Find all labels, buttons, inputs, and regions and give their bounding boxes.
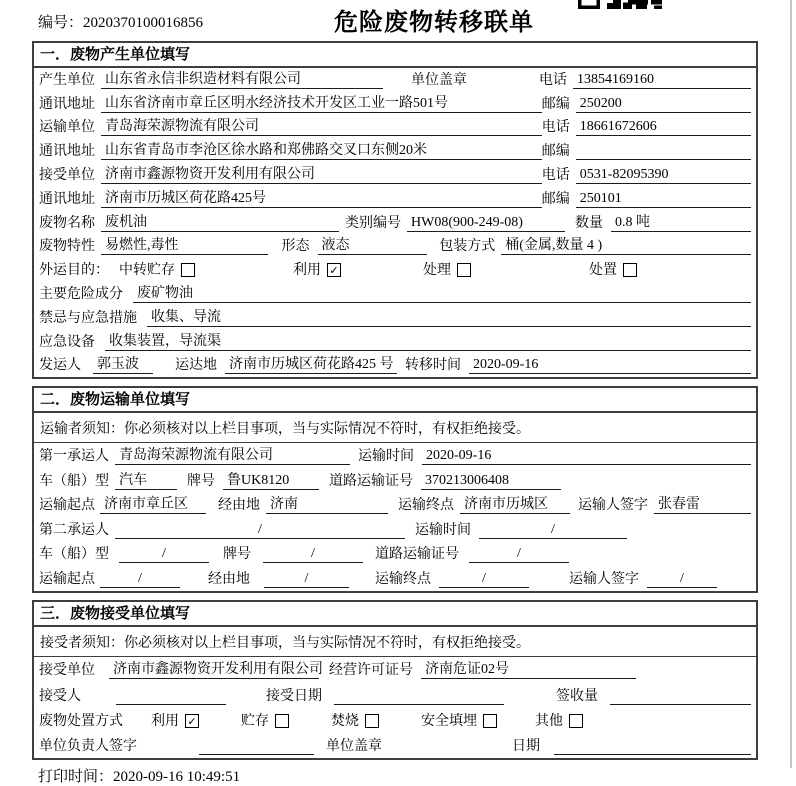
plate-number: 鲁UK8120 (223, 472, 319, 490)
sign-qty-label: 签收量 (556, 688, 598, 704)
checkbox-dispose (623, 263, 637, 277)
carrier2-label: 第二承运人 (39, 522, 109, 538)
option-label: 其他 (535, 714, 563, 730)
row-emergency-equipment (34, 330, 756, 354)
waste-form: 液态 (318, 237, 428, 255)
row-vehicle1 (34, 468, 756, 493)
dispatcher-name: 郭玉波 (93, 356, 153, 374)
unit-seal-label: 单位盖章 (326, 739, 382, 755)
option-label: 中转贮存 (119, 263, 175, 279)
row-transporter (34, 116, 756, 140)
route-end-label: 运输终点 (398, 498, 454, 514)
section-receive-title: 三．废物接受单位填写 (34, 602, 756, 627)
checkbox-treat (457, 263, 471, 277)
checkbox-utilize (185, 714, 199, 728)
checkbox-incinerate (365, 714, 379, 728)
row-route1 (34, 493, 756, 518)
row-producer-address (34, 92, 756, 116)
route-via: 济南 (266, 496, 388, 514)
route-start: 济南市章丘区 (100, 496, 206, 514)
responsible-sign-label: 单位负责人签字 (39, 739, 137, 755)
zip-label: 邮编 (541, 96, 570, 112)
checkbox-other (569, 714, 583, 728)
purpose-option-treat (423, 262, 471, 279)
row-vehicle2 (34, 542, 756, 567)
transport-time-label: 运输时间 (358, 448, 414, 464)
receiver-zip: 250101 (576, 190, 751, 208)
taboo-label: 禁忌与应急措施 (39, 310, 137, 326)
row-receiver (34, 163, 756, 187)
carrier-sign-label: 运输人签字 (578, 498, 648, 514)
section-producer-title: 一．废物产生单位填写 (34, 43, 756, 68)
route-via2: / (264, 570, 349, 588)
route-start-label: 运输起点 (39, 571, 95, 587)
date-label: 日期 (512, 739, 540, 755)
transport-time-label: 运输时间 (415, 522, 471, 538)
carrier1-label: 第一承运人 (39, 448, 109, 464)
waste-qty-label: 数量 (575, 215, 603, 231)
serial-number-line (38, 11, 203, 32)
disposal-option-incinerate (331, 713, 379, 730)
accept-date-label: 接受日期 (266, 688, 322, 704)
option-label: 处理 (423, 263, 451, 279)
purpose-option-dispose (589, 262, 637, 279)
transport-notice: 运输者须知：你必须核对以上栏目事项，当与实际情况不符时，有权拒绝接受。 (34, 413, 756, 443)
checkbox-landfill (483, 714, 497, 728)
plate-label: 牌号 (223, 547, 251, 563)
transporter-value: 青岛海荣源物流有限公司 (101, 118, 542, 136)
row-taboo-measures (34, 306, 756, 330)
transfer-time: 2020-09-16 (469, 356, 751, 374)
taboo-value: 收集、导流 (147, 309, 751, 327)
row-route2 (34, 566, 756, 591)
acceptor-label: 接受人 (39, 688, 81, 704)
producer-value: 山东省永信非织造材料有限公司 (101, 71, 383, 89)
route-end2: / (439, 570, 529, 588)
option-label: 贮存 (241, 714, 269, 730)
waste-qty: 0.8 吨 (611, 214, 751, 232)
producer-zip: 250200 (576, 95, 751, 113)
receiver-address: 济南市历城区荷花路425号 (101, 190, 542, 208)
section-receive (32, 600, 758, 761)
waste-form-label: 形态 (281, 239, 310, 255)
document-header (0, 0, 796, 41)
print-time-label: 打印时间： (38, 769, 114, 786)
option-label: 处置 (589, 263, 617, 279)
road-license-label: 道路运输证号 (375, 547, 459, 563)
waste-code-label: 类别编号 (345, 215, 401, 231)
option-label: 安全填埋 (421, 714, 477, 730)
checkbox-mark: ✓ (329, 263, 339, 277)
checkbox-mark: ✓ (187, 714, 197, 728)
producer-phone: 13854169160 (573, 71, 751, 89)
row-waste-name (34, 211, 756, 235)
page-edge-line (790, 0, 792, 768)
option-label: 利用 (151, 714, 179, 730)
carrier1-name: 青岛海荣源物流有限公司 (115, 447, 350, 465)
transporter-address: 山东省青岛市李沧区徐水路和郑佛路交叉口东侧20米 (101, 142, 542, 160)
carrier-sign-label: 运输人签字 (569, 571, 639, 587)
row-disposal-method (34, 708, 756, 733)
zip-label: 邮编 (541, 191, 570, 207)
phone-label: 电话 (539, 72, 567, 88)
route-via-label: 经由地 (218, 498, 260, 514)
address-label: 通讯地址 (39, 191, 95, 207)
row-hazard-components (34, 282, 756, 306)
receiver-label: 接受单位 (39, 167, 95, 183)
sign-qty (610, 688, 751, 705)
address-label: 通讯地址 (39, 144, 95, 160)
packing-value: 桶(金属,数量 4 ) (501, 237, 751, 255)
disposal-option-utilize (151, 713, 199, 730)
row-transfer-purpose (34, 258, 756, 282)
row-transporter-address (34, 139, 756, 163)
plate-number2: / (263, 545, 363, 563)
phone-label: 电话 (541, 120, 570, 136)
row-producer (34, 68, 756, 92)
transport-time2: / (479, 521, 627, 539)
waste-traits-label: 废物特性 (39, 239, 95, 255)
waste-traits: 易燃性,毒性 (101, 237, 268, 255)
address-label: 通讯地址 (39, 96, 95, 112)
purpose-option-storage (119, 262, 195, 279)
checkbox-storage (181, 263, 195, 277)
page-title: 危险废物转移联单 (334, 9, 534, 36)
receive-unit: 济南市鑫源物资开发利用有限公司 (109, 661, 319, 679)
checkbox-utilize (327, 263, 341, 277)
carrier-signature: 张春雷 (654, 496, 751, 514)
operate-license-label: 经营许可证号 (329, 663, 413, 679)
purpose-option-utilize (293, 262, 341, 279)
transport-time: 2020-09-16 (422, 447, 751, 465)
dispatcher-label: 发运人 (39, 358, 81, 374)
purpose-label: 外运目的： (39, 263, 109, 279)
plate-label: 牌号 (187, 473, 215, 489)
serial-label: 编号： (38, 15, 84, 31)
option-label: 利用 (293, 263, 321, 279)
vehicle-type-label: 车（船）型 (39, 547, 109, 563)
disposal-label: 废物处置方式 (39, 714, 123, 730)
transporter-label: 运输单位 (39, 120, 95, 136)
transporter-zip (576, 143, 751, 160)
row-carrier2 (34, 517, 756, 542)
carrier2-name: / (115, 521, 405, 539)
vehicle-type: 汽车 (115, 472, 177, 490)
route-end-label: 运输终点 (375, 571, 431, 587)
serial-value: 2020370100016856 (83, 15, 204, 31)
waste-name: 废机油 (101, 214, 339, 232)
disposal-option-store (241, 713, 289, 730)
section-transport (32, 386, 758, 593)
row-receiver-address (34, 187, 756, 211)
hazard-label: 主要危险成分 (39, 286, 123, 302)
operate-license: 济南危证02号 (421, 661, 636, 679)
disposal-option-landfill (421, 713, 497, 730)
producer-label: 产生单位 (39, 72, 95, 88)
receiver-value: 济南市鑫源物资开发利用有限公司 (101, 166, 542, 184)
receive-unit-label: 接受单位 (39, 663, 95, 679)
producer-address: 山东省济南市章丘区明水经济技术开发区工业一路501号 (101, 95, 542, 113)
option-label: 焚烧 (331, 714, 359, 730)
row-signoff (34, 733, 756, 758)
vehicle-type-label: 车（船）型 (39, 473, 109, 489)
checkbox-store (275, 714, 289, 728)
destination-label: 运达地 (175, 358, 217, 374)
road-license: 370213006408 (421, 472, 561, 490)
carrier-signature2: / (647, 570, 717, 588)
route-start-label: 运输起点 (39, 498, 95, 514)
destination-value: 济南市历城区荷花路425 号 (225, 356, 397, 374)
row-carrier1 (34, 443, 756, 468)
phone-label: 电话 (541, 167, 570, 183)
receive-notice: 接受者须知：你必须核对以上栏目事项，当与实际情况不符时，有权拒绝接受。 (34, 627, 756, 657)
hazard-value: 废矿物油 (133, 285, 751, 303)
road-license-label: 道路运输证号 (329, 473, 413, 489)
print-time-value: 2020-09-16 10:49:51 (113, 769, 241, 786)
responsible-signature (199, 738, 314, 755)
row-dispatch (34, 354, 756, 378)
packing-label: 包装方式 (439, 239, 496, 255)
transfer-time-label: 转移时间 (405, 358, 461, 374)
receiver-phone: 0531-82095390 (576, 166, 751, 184)
vehicle-type2: / (119, 545, 209, 563)
equipment-label: 应急设备 (39, 334, 95, 350)
accept-date (334, 688, 504, 705)
row-acceptor (34, 682, 756, 707)
disposal-option-other (535, 713, 583, 730)
row-receive-unit (34, 657, 756, 682)
route-end: 济南市历城区 (460, 496, 570, 514)
waste-code: HW08(900-249-08) (407, 214, 565, 232)
section-producer (32, 41, 758, 379)
transporter-phone: 18661672606 (576, 118, 751, 136)
signoff-date (554, 738, 751, 755)
row-waste-traits (34, 235, 756, 259)
waste-name-label: 废物名称 (39, 215, 95, 231)
equipment-value: 收集装置，导流渠 (105, 333, 751, 351)
section-transport-title: 二．废物运输单位填写 (34, 388, 756, 413)
route-start2: / (100, 570, 180, 588)
road-license2: / (469, 545, 569, 563)
acceptor-name (116, 688, 226, 705)
zip-label: 邮编 (541, 144, 570, 160)
route-via-label: 经由地 (208, 571, 250, 587)
print-time-line (38, 765, 796, 786)
seal-label: 单位盖章 (411, 72, 467, 88)
